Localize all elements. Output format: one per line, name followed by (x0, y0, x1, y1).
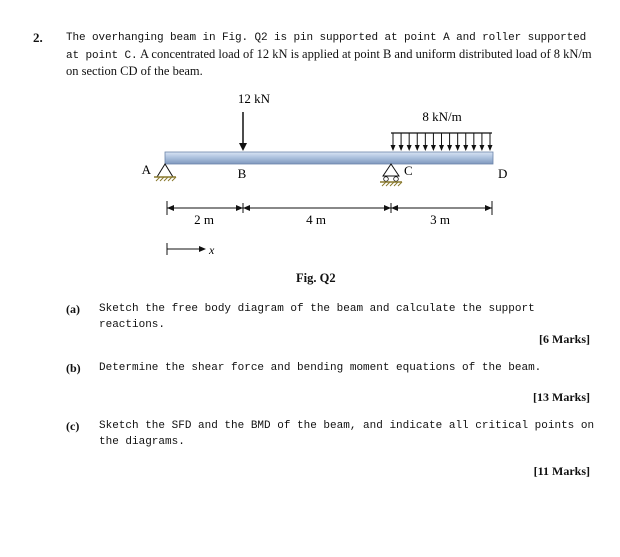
point-b-label: B (237, 166, 247, 181)
udl-label: 8 kN/m (422, 109, 462, 124)
part-c-label: (c) (66, 419, 80, 433)
part-c-text: Sketch the SFD and the BMD of the beam, and indicate all critical points on the diagrams. (99, 420, 595, 448)
udl-arrowhead (455, 145, 460, 151)
udl-arrowhead (399, 145, 404, 151)
figure-caption: Fig. Q2 (296, 271, 336, 285)
dim-bc-label: 4 m (306, 212, 326, 227)
question-intro-part1: The overhanging beam in Fig. Q2 is pin supported at point A and roller supported at point C. (66, 32, 587, 62)
beam-figure (0, 0, 620, 270)
part-b-marks: [13 Marks] (533, 390, 590, 404)
beam (165, 152, 493, 164)
udl-arrowhead (463, 145, 468, 151)
question-number: 2. (33, 30, 43, 45)
udl-arrowhead (407, 145, 412, 151)
udl-arrowhead (471, 145, 476, 151)
x-axis-label: x (209, 243, 215, 257)
point-c-label: C (404, 163, 413, 178)
point-a-label: A (141, 162, 151, 177)
udl-arrows (391, 133, 493, 151)
part-b-text: Determine the shear force and bending moment equations of the beam. (99, 362, 542, 374)
udl-arrowhead (439, 145, 444, 151)
point-load-arrowhead (239, 143, 247, 151)
udl-arrowhead (391, 145, 396, 151)
udl-arrowhead (431, 145, 436, 151)
udl-arrowhead (415, 145, 420, 151)
udl-arrowhead (447, 145, 452, 151)
point-d-label: D (498, 166, 508, 181)
part-b-label: (b) (66, 361, 81, 375)
part-a-text: Sketch the free body diagram of the beam and calculate the support reactions. (99, 303, 535, 331)
dim-cd-label: 3 m (430, 212, 450, 227)
dim-ab-label: 2 m (194, 212, 214, 227)
part-c-marks: [11 Marks] (533, 464, 590, 478)
pin-support-a (157, 164, 173, 177)
part-a-label: (a) (66, 302, 80, 316)
udl-arrowhead (488, 145, 493, 151)
part-a-marks: [6 Marks] (539, 332, 590, 346)
question-intro-part2: A concentrated load of 12 kN is applied at point B and uniform distributed load of 8 kN/m on section CD of the beam. (66, 46, 592, 78)
udl-arrowhead (479, 145, 484, 151)
point-load-label: 12 kN (237, 91, 271, 106)
roller-support-c (383, 164, 399, 176)
udl-arrowhead (423, 145, 428, 151)
